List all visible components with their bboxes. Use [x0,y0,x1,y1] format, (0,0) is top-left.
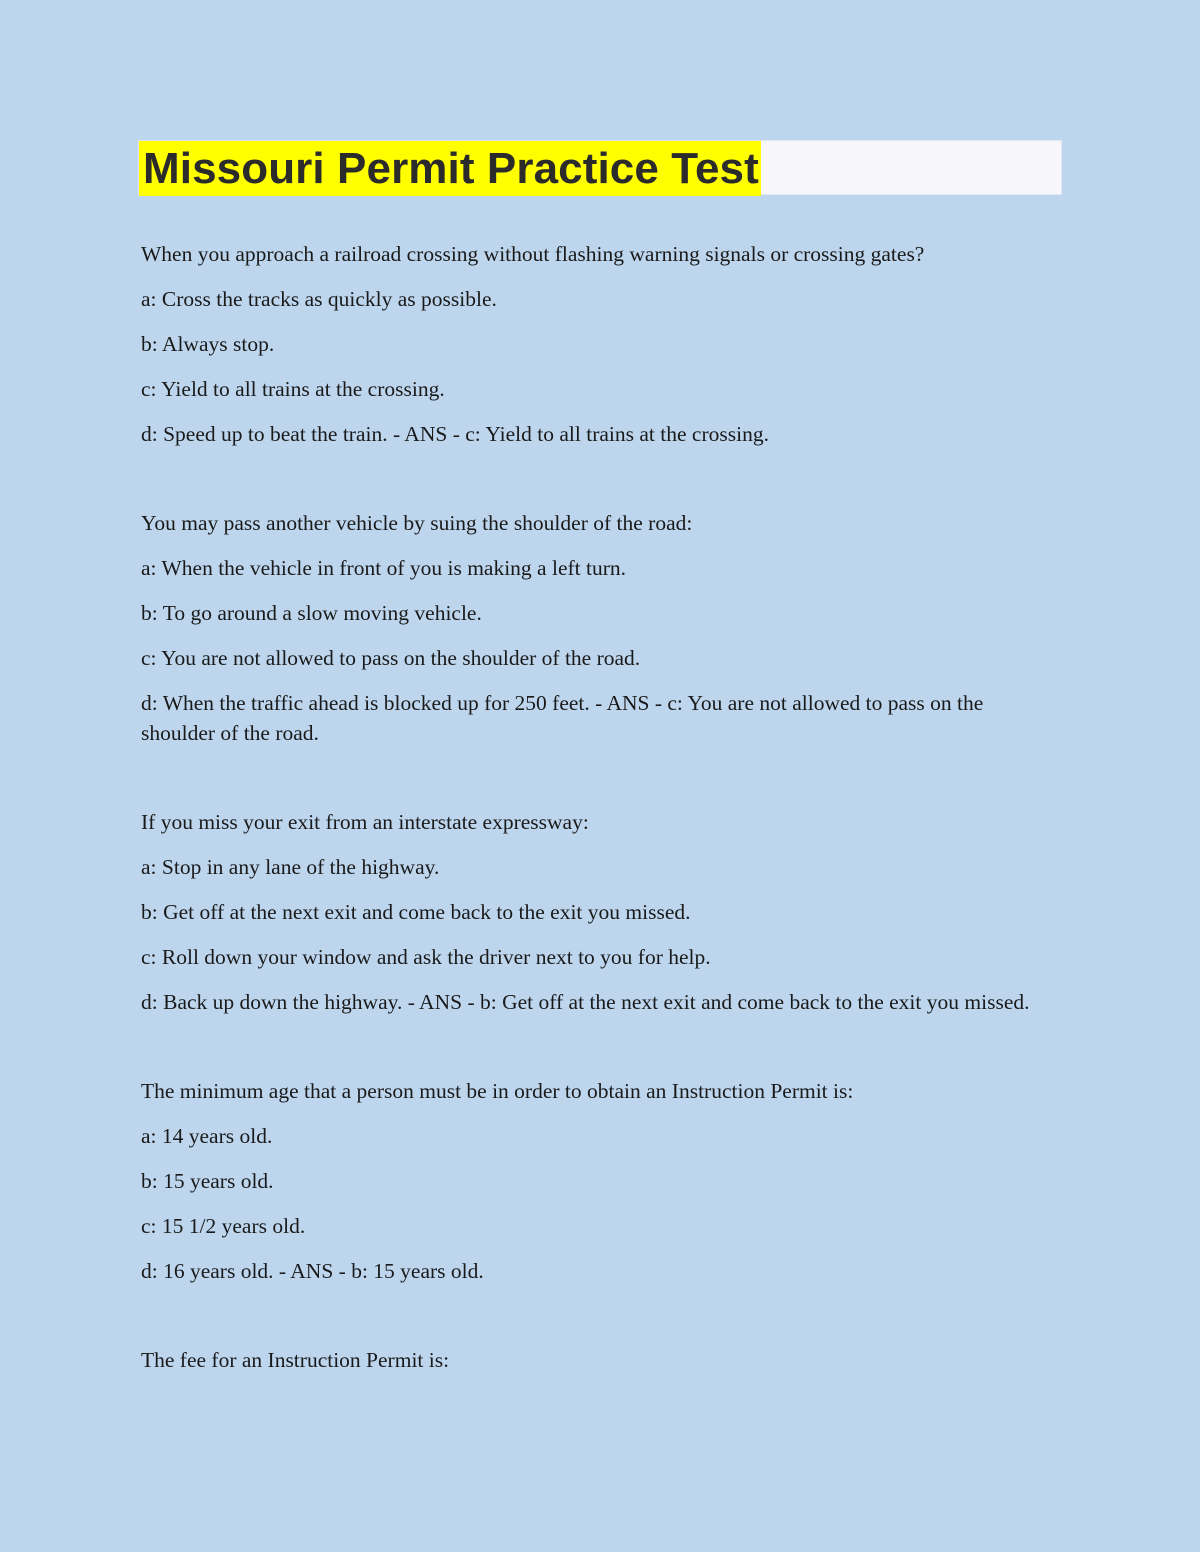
answer-option: c: You are not allowed to pass on the shoulder of the road. [141,646,641,670]
answer-option-with-key: d: Speed up to beat the train. - ANS - c: Yield to all trains at the crossing. [141,422,769,446]
question-block-5 [141,1345,1046,1375]
answer-option-with-key: d: 16 years old. - ANS - b: 15 years old. [141,1259,484,1283]
title-box [138,140,1062,195]
answer-option: a: Stop in any lane of the highway. [141,855,440,879]
question-text: The minimum age that a person must be in order to obtain an Instruction Permit is: [141,1079,854,1103]
answer-option: b: To go around a slow moving vehicle. [141,601,482,625]
answer-option: c: Yield to all trains at the crossing. [141,377,445,401]
question-block-4 [141,1076,1046,1286]
page-title: Missouri Permit Practice Test [139,141,761,196]
question-block-1 [141,239,1046,449]
question-text: You may pass another vehicle by suing the shoulder of the road: [141,511,693,535]
answer-option: c: 15 1/2 years old. [141,1214,306,1238]
question-text: When you approach a railroad crossing without flashing warning signals or crossing gates? [141,242,925,266]
answer-option: b: 15 years old. [141,1169,274,1193]
question-text: If you miss your exit from an interstate expressway: [141,810,589,834]
answer-option: a: Cross the tracks as quickly as possible. [141,287,497,311]
answer-option: b: Always stop. [141,332,275,356]
question-text: The fee for an Instruction Permit is: [141,1348,450,1372]
question-block-2 [141,508,1046,748]
answer-option-with-key: d: When the traffic ahead is blocked up for 250 feet. - ANS - c: You are not allowed to pass on the shoulder of the road. [141,691,984,745]
question-list [141,239,1046,1434]
answer-option: a: 14 years old. [141,1124,273,1148]
question-block-3 [141,807,1046,1017]
answer-option: c: Roll down your window and ask the driver next to you for help. [141,945,711,969]
answer-option-with-key: d: Back up down the highway. - ANS - b: Get off at the next exit and come back to the exit you missed. [141,990,1030,1014]
answer-option: a: When the vehicle in front of you is making a left turn. [141,556,627,580]
answer-option: b: Get off at the next exit and come back to the exit you missed. [141,900,691,924]
